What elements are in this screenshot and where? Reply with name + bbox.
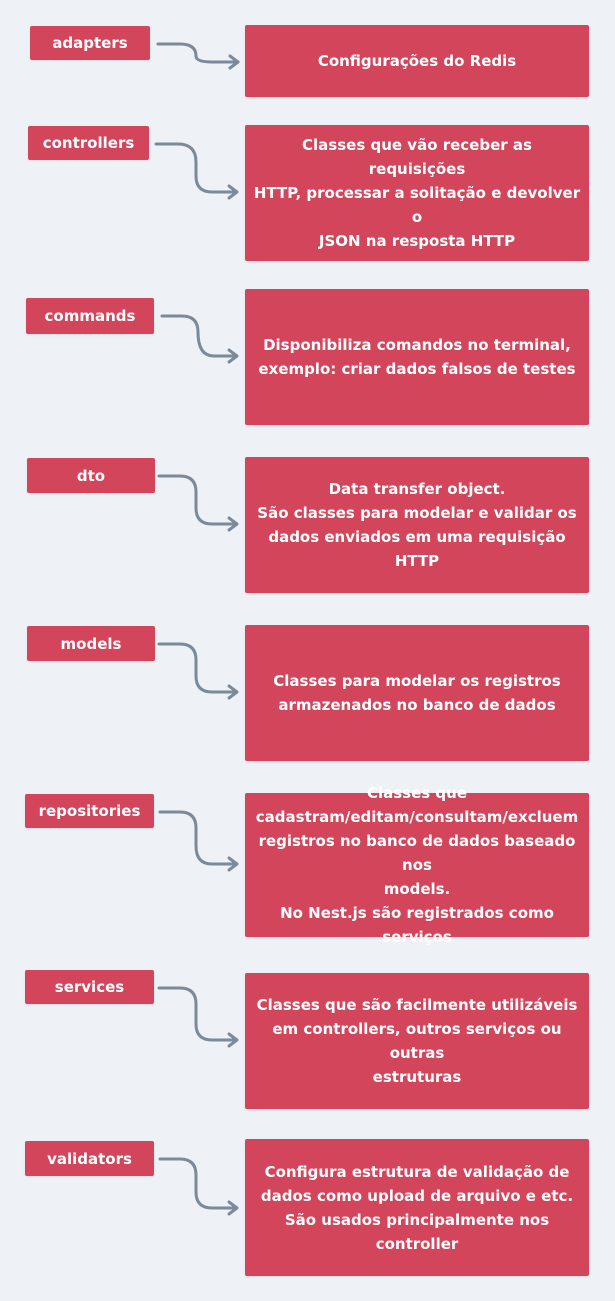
description-adapters: Configurações do Redis [245,25,589,97]
arrow-adapters [158,44,238,68]
arrow-repositories [160,812,237,870]
folder-tag-services: services [25,970,154,1004]
arrow-controllers [156,144,237,198]
arrow-dto [159,476,237,530]
description-controllers: Classes que vão receber as requisições HTTP, processar a solitação e devolver o JSON na resposta HTTP [245,125,589,261]
folder-tag-adapters: adapters [30,26,150,60]
folder-tag-models: models [27,626,155,661]
description-validators: Configura estrutura de validação de dados como upload de arquivo e etc. São usados principalmente nos controller [245,1139,589,1276]
arrow-services [159,988,237,1046]
arrow-validators [160,1159,237,1214]
arrow-commands [162,316,237,362]
description-models: Classes para modelar os registros armazenados no banco de dados [245,625,589,761]
description-repositories: Classes que cadastram/editam/consultam/excluem registros no banco de dados baseado nos models. No Nest.js são registrados como serviços [245,793,589,937]
folder-tag-validators: validators [25,1141,154,1176]
description-commands: Disponibiliza comandos no terminal, exemplo: criar dados falsos de testes [245,289,589,425]
description-dto: Data transfer object. São classes para modelar e validar os dados enviados em uma requisição HTTP [245,457,589,593]
folder-tag-dto: dto [27,458,155,493]
description-services: Classes que são facilmente utilizáveis em controllers, outros serviços ou outras estruturas [245,973,589,1109]
folder-tag-commands: commands [26,298,154,334]
folder-tag-repositories: repositories [25,794,154,828]
arrow-models [159,644,237,698]
folder-tag-controllers: controllers [28,126,149,160]
